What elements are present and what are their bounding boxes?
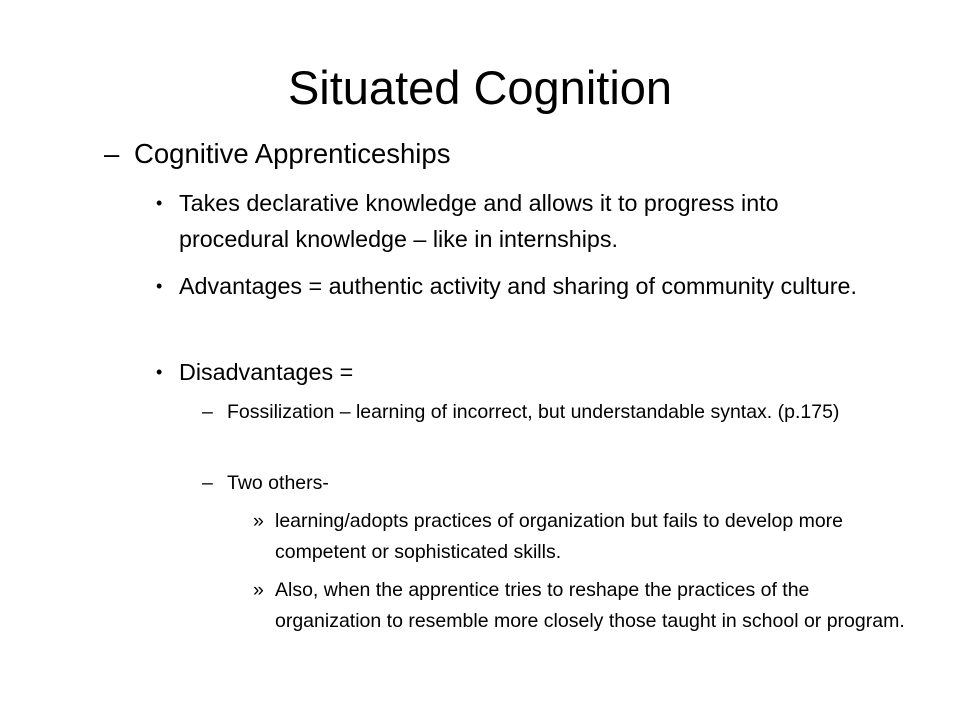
sub-item <box>202 397 882 427</box>
slide-title: Situated Cognition <box>287 61 673 114</box>
sub-item-text: Fossilization – learning of incorrect, but understandable syntax. (p.175) <box>227 401 840 423</box>
heading-text: Cognitive Apprenticeships <box>134 138 451 169</box>
bullet-marker: • <box>156 362 163 382</box>
bullet-item <box>156 268 876 304</box>
dash-marker: – <box>202 401 213 423</box>
sub-item <box>202 468 882 498</box>
guillemet-marker: » <box>253 510 264 532</box>
dash-marker: – <box>104 138 120 169</box>
bullet-item <box>156 185 876 257</box>
guillemet-marker: » <box>253 579 264 601</box>
subsub-item-text: learning/adopts practices of organization but fails to develop more competent or sophisticated skills. <box>275 510 844 563</box>
bullet-text: Takes declarative knowledge and allows it to progress into procedural knowledge – like in internships. <box>179 190 779 252</box>
bullet-marker: • <box>156 193 163 213</box>
bullet-text: Advantages = authentic activity and sharing of community culture. <box>179 273 857 299</box>
subsub-item <box>253 575 913 637</box>
bullet-text: Disadvantages = <box>179 359 354 385</box>
subsub-item-text: Also, when the apprentice tries to reshape the practices of the organization to resemble more closely those taught in school or program. <box>275 579 905 632</box>
dash-marker: – <box>202 472 213 494</box>
sub-item-text: Two others- <box>227 472 329 494</box>
bullet-marker: • <box>156 276 163 296</box>
subsub-item <box>253 506 913 568</box>
bullet-item <box>156 354 876 390</box>
heading-item <box>104 134 864 174</box>
